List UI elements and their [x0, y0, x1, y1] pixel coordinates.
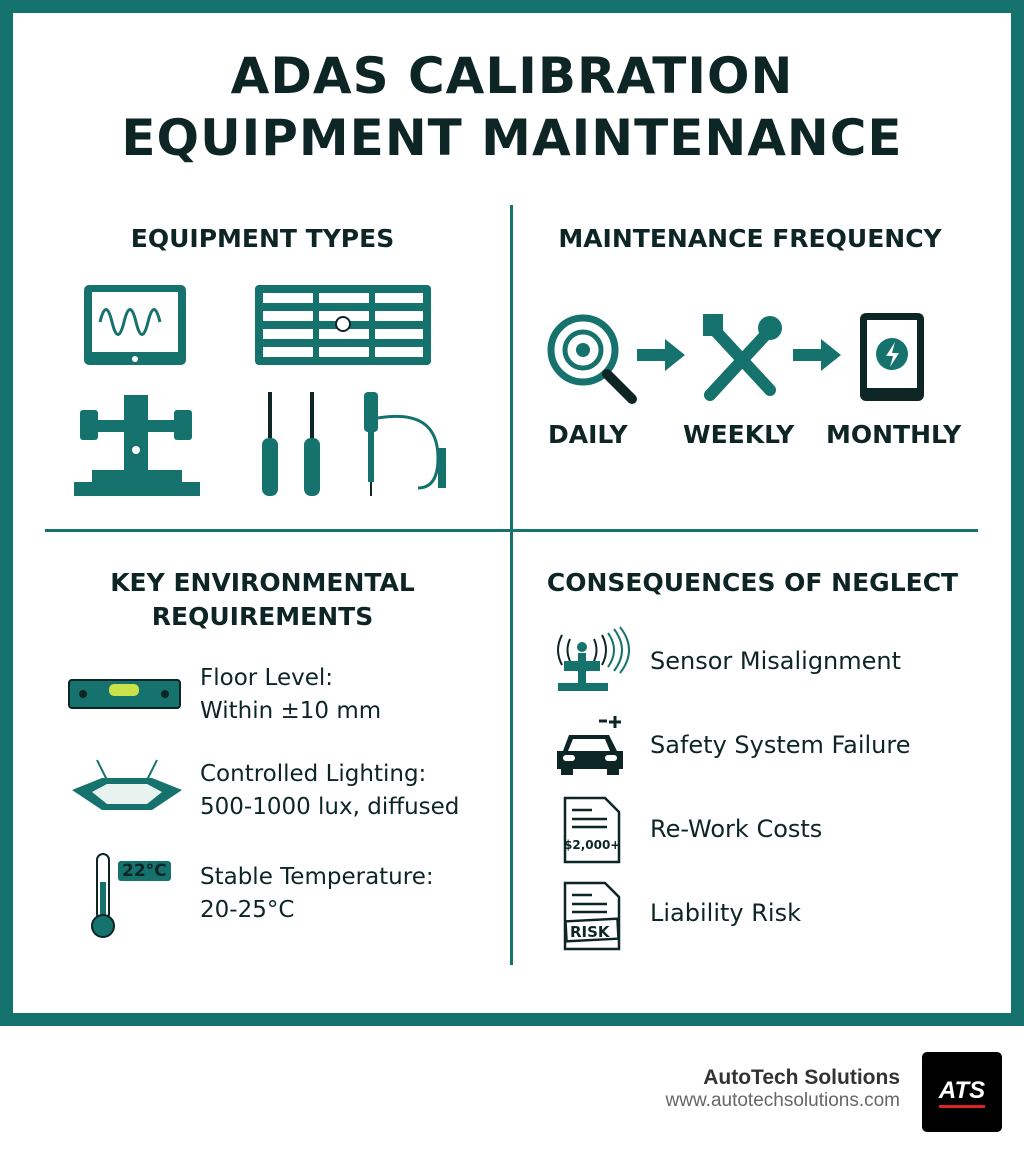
consequences-heading: CONSEQUENCES OF NEGLECT: [546, 568, 959, 597]
ceiling-light-icon: [67, 755, 187, 815]
title-line-1: ADAS CALIBRATION: [230, 47, 794, 105]
company-logo: [922, 1052, 1002, 1132]
target-magnifier-icon: [545, 312, 640, 407]
risk-stamp: RISK: [570, 923, 610, 941]
safety-system-failure-label: Safety System Failure: [650, 731, 911, 759]
thermometer-icon: [88, 852, 118, 940]
re-work-costs-label: Re-Work Costs: [650, 815, 823, 843]
maintenance-frequency-heading: MAINTENANCE FREQUENCY: [558, 224, 942, 253]
sensor-misalignment-label: Sensor Misalignment: [650, 647, 902, 675]
sensor-signal-icon: [550, 625, 630, 695]
arrow-right-icon: [793, 337, 843, 373]
liability-risk-label: Liability Risk: [650, 899, 801, 927]
lighting-label: Controlled Lighting:: [200, 761, 427, 787]
cable-probe-icon: [358, 388, 453, 500]
temperature-display: 22°C: [118, 861, 171, 881]
logo-text: ATS: [939, 1077, 985, 1108]
company-name: AutoTech Solutions: [703, 1066, 900, 1089]
floor-level-label: Floor Level:: [200, 665, 333, 691]
risk-document-icon: [562, 880, 622, 952]
car-icon: [555, 713, 627, 775]
lighting-value: 500-1000 lux, diffused: [200, 794, 460, 820]
invoice-amount: $2,000+: [564, 838, 621, 852]
temperature-value: 20-25°C: [200, 897, 295, 923]
equipment-types-heading: EQUIPMENT TYPES: [130, 224, 395, 253]
calibration-stand-icon: [72, 390, 202, 500]
floor-level-value: Within ±10 mm: [200, 698, 382, 724]
environment-heading-line-2: REQUIREMENTS: [151, 602, 374, 631]
vertical-divider: [510, 205, 513, 965]
invoice-icon: [562, 795, 622, 865]
spirit-level-icon: [67, 676, 182, 710]
frequency-monthly: MONTHLY: [826, 420, 962, 449]
environment-heading-line-1: KEY ENVIRONMENTAL: [110, 568, 415, 597]
company-url[interactable]: www.autotechsolutions.com: [665, 1090, 900, 1111]
frequency-weekly: WEEKLY: [683, 420, 795, 449]
temperature-label: Stable Temperature:: [200, 864, 434, 890]
monitor-waveform-icon: [80, 282, 190, 372]
wrench-screwdriver-icon: [695, 310, 785, 405]
frequency-daily: DAILY: [548, 420, 628, 449]
screwdrivers-icon: [258, 390, 328, 500]
arrow-right-icon: [637, 337, 687, 373]
title-line-2: EQUIPMENT MAINTENANCE: [121, 109, 903, 167]
horizontal-divider: [45, 529, 978, 532]
calibration-target-board-icon: [253, 283, 433, 368]
tablet-bolt-icon: [857, 310, 927, 405]
